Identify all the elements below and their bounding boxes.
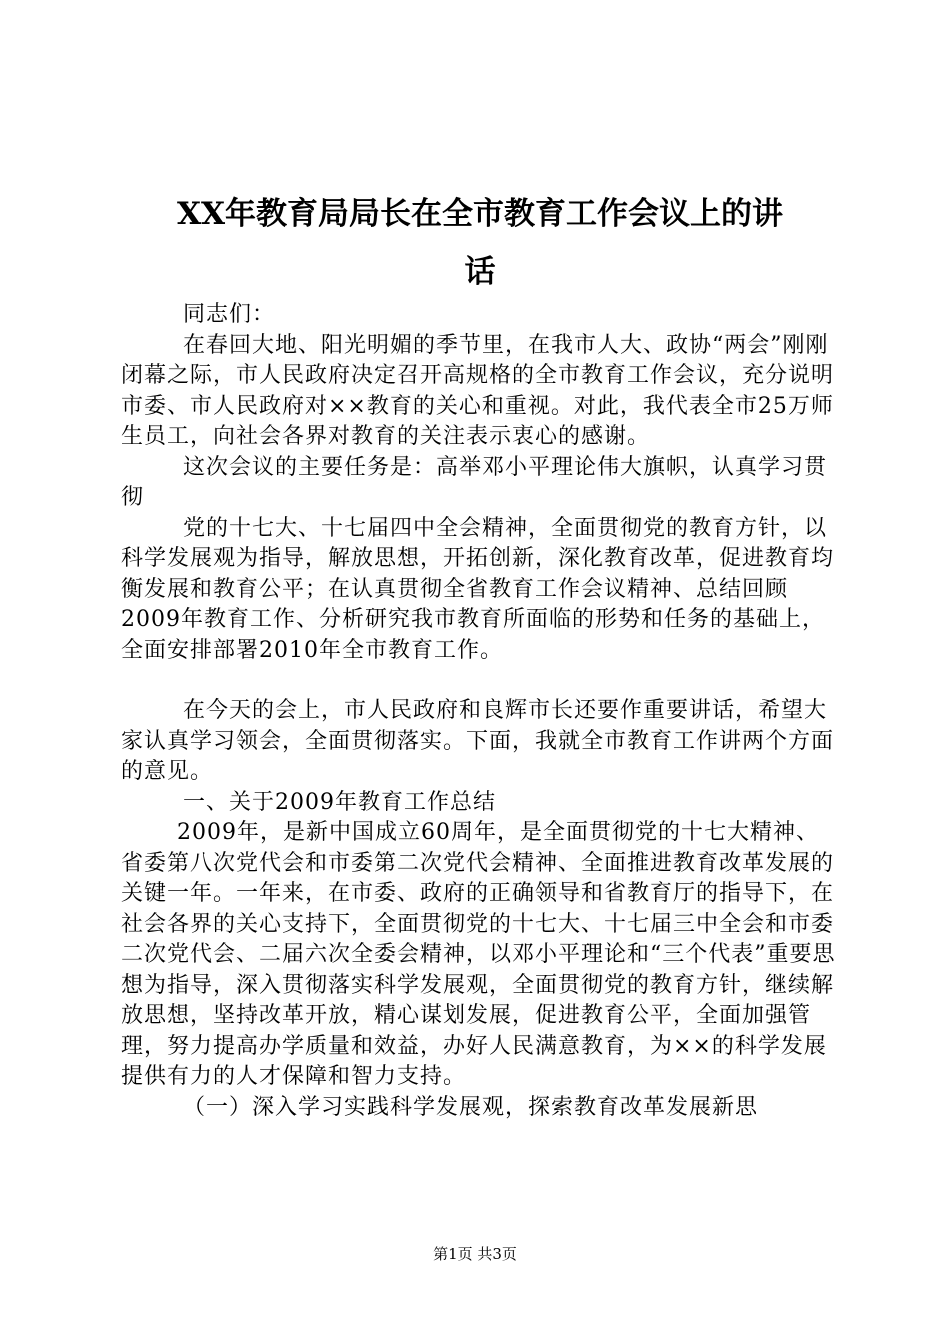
paragraph-party-spirit: 党的十七大、十七届四中全会精神，全面贯彻党的教育方针，以科学发展观为指导，解放思想，开拓创新，深化教育改革，促进教育均衡发展和教育公平；在认真贯彻全省教育工作会议精神、总结回顾2009年教育工作、分析研究我市教育所面临的形势和任务的基础上，全面安排部署2010年全市教育工作。 xyxy=(121,515,835,663)
paragraph-today-meeting: 在今天的会上，市人民政府和良辉市长还要作重要讲话，希望大家认真学习领会，全面贯彻落实。下面，我就全市教育工作讲两个方面的意见。 xyxy=(121,698,835,784)
subsection-heading-1: （一）深入学习实践科学发展观，探索教育改革发展新思 xyxy=(183,1094,759,1120)
document-title-line-1: XX年教育局局长在全市教育工作会议上的讲 xyxy=(176,196,784,232)
page-number-footer: 第1页 共3页 xyxy=(433,1245,517,1263)
salutation: 同志们： xyxy=(183,302,276,327)
section-heading-1: 一、关于2009年教育工作总结 xyxy=(183,789,496,815)
paragraph-opening: 在春回大地、阳光明媚的季节里，在我市人大、政协“两会”刚刚闭幕之际，市人民政府决定召开高规格的全市教育工作会议，充分说明市委、市人民政府对××教育的关心和重视。对此，我代表全市25万师生员工，向社会各界对教育的关注表示衷心的感谢。 xyxy=(121,332,835,449)
document-body xyxy=(121,300,841,1123)
document-title-line-2: 话 xyxy=(464,254,496,290)
paragraph-2009-summary: 2009年，是新中国成立60周年，是全面贯彻党的十七大精神、省委第八次党代会和市委第二次党代会精神、全面推进教育改革发展的关键一年。一年来，在市委、政府的正确领导和省教育厅的指导下，在社会各界的关心支持下，全面贯彻党的十七大、十七届三中全会和市委二次党代会、二届六次全委会精神，以邓小平理论和“三个代表”重要思想为指导，深入贯彻落实科学发展观，全面贯彻党的教育方针，继续解放思想，坚持改革开放，精心谋划发展，促进教育公平，全面加强管理，努力提高办学质量和效益，办好人民满意教育，为××的科学发展提供有力的人才保障和智力支持。 xyxy=(121,820,836,1089)
paragraph-gap xyxy=(121,666,841,696)
paragraph-meeting-task: 这次会议的主要任务是：高举邓小平理论伟大旗帜，认真学习贯彻 xyxy=(121,454,828,510)
